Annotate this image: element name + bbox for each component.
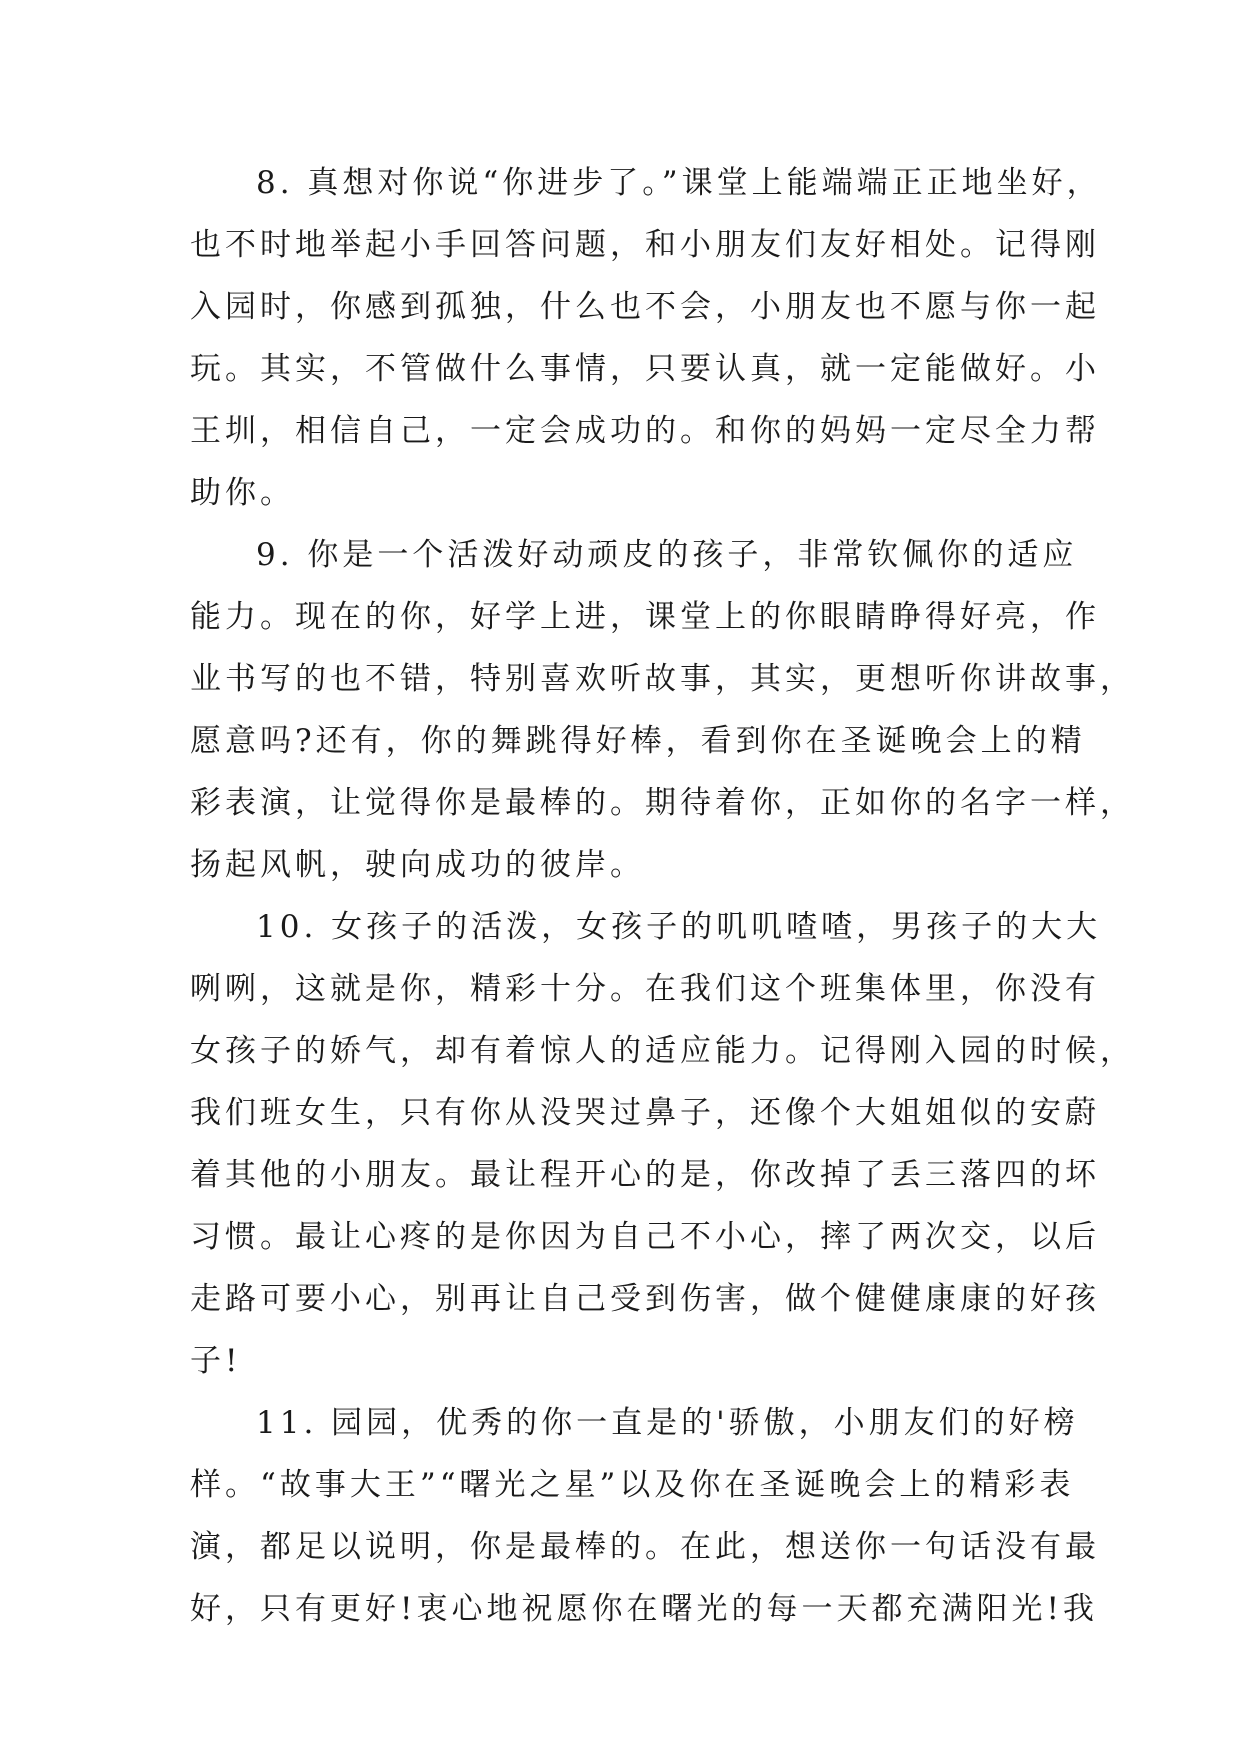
text-line: 习惯。最让心疼的是你因为自己不小心，摔了两次交，以后 — [190, 1219, 1100, 1255]
text-line: 玩。其实，不管做什么事情，只要认真，就一定能做好。小 — [190, 351, 1100, 387]
paragraph-9 — [190, 524, 1135, 896]
text-line: 愿意吗?还有，你的舞跳得好棒，看到你在圣诞晚会上的精 — [190, 723, 1086, 759]
text-line: 女孩子的娇气，却有着惊人的适应能力。记得刚入园的时候， — [190, 1033, 1135, 1069]
text-line: 着其他的小朋友。最让程开心的是，你改掉了丢三落四的坏 — [190, 1157, 1100, 1193]
text-line: 能力。现在的你，好学上进，课堂上的你眼睛睁得好亮，作 — [190, 599, 1100, 635]
text-line: 彩表演，让觉得你是最棒的。期待着你，正如你的名字一样， — [190, 785, 1135, 821]
text-line: 好，只有更好!衷心地祝愿你在曙光的每一天都充满阳光!我 — [190, 1591, 1098, 1627]
text-line: 9. 你是一个活泼好动顽皮的孩子，非常钦佩你的适应 — [256, 537, 1078, 573]
text-line: 助你。 — [190, 475, 295, 511]
document-page — [190, 152, 1135, 1640]
text-line: 扬起风帆，驶向成功的彼岸。 — [190, 847, 645, 883]
text-line: 业书写的也不错，特别喜欢听故事，其实，更想听你讲故事， — [190, 661, 1135, 697]
text-line: 也不时地举起小手回答问题，和小朋友们友好相处。记得刚 — [190, 227, 1100, 263]
text-line: 11. 园园，优秀的你一直是的'骄傲，小朋友们的好榜 — [256, 1405, 1079, 1441]
text-line: 演，都足以说明，你是最棒的。在此，想送你一句话没有最 — [190, 1529, 1100, 1565]
text-line: 走路可要小心，别再让自己受到伤害，做个健健康康的好孩 — [190, 1281, 1100, 1317]
text-line: 10. 女孩子的活泼，女孩子的叽叽喳喳，男孩子的大大 — [256, 909, 1102, 945]
text-line: 入园时，你感到孤独，什么也不会，小朋友也不愿与你一起 — [190, 289, 1100, 325]
text-line: 样。“故事大王”“曙光之星”以及你在圣诞晚会上的精彩表 — [190, 1467, 1075, 1503]
text-line: 子! — [190, 1343, 242, 1379]
paragraph-11 — [190, 1392, 1100, 1640]
paragraph-10 — [190, 896, 1135, 1392]
text-line: 我们班女生，只有你从没哭过鼻子，还像个大姐姐似的安蔚 — [190, 1095, 1100, 1131]
text-line: 8. 真想对你说“你进步了。”课堂上能端端正正地坐好， — [256, 165, 1102, 201]
text-line: 王圳，相信自己，一定会成功的。和你的妈妈一定尽全力帮 — [190, 413, 1100, 449]
paragraph-8 — [190, 152, 1102, 524]
text-line: 咧咧，这就是你，精彩十分。在我们这个班集体里，你没有 — [190, 971, 1100, 1007]
